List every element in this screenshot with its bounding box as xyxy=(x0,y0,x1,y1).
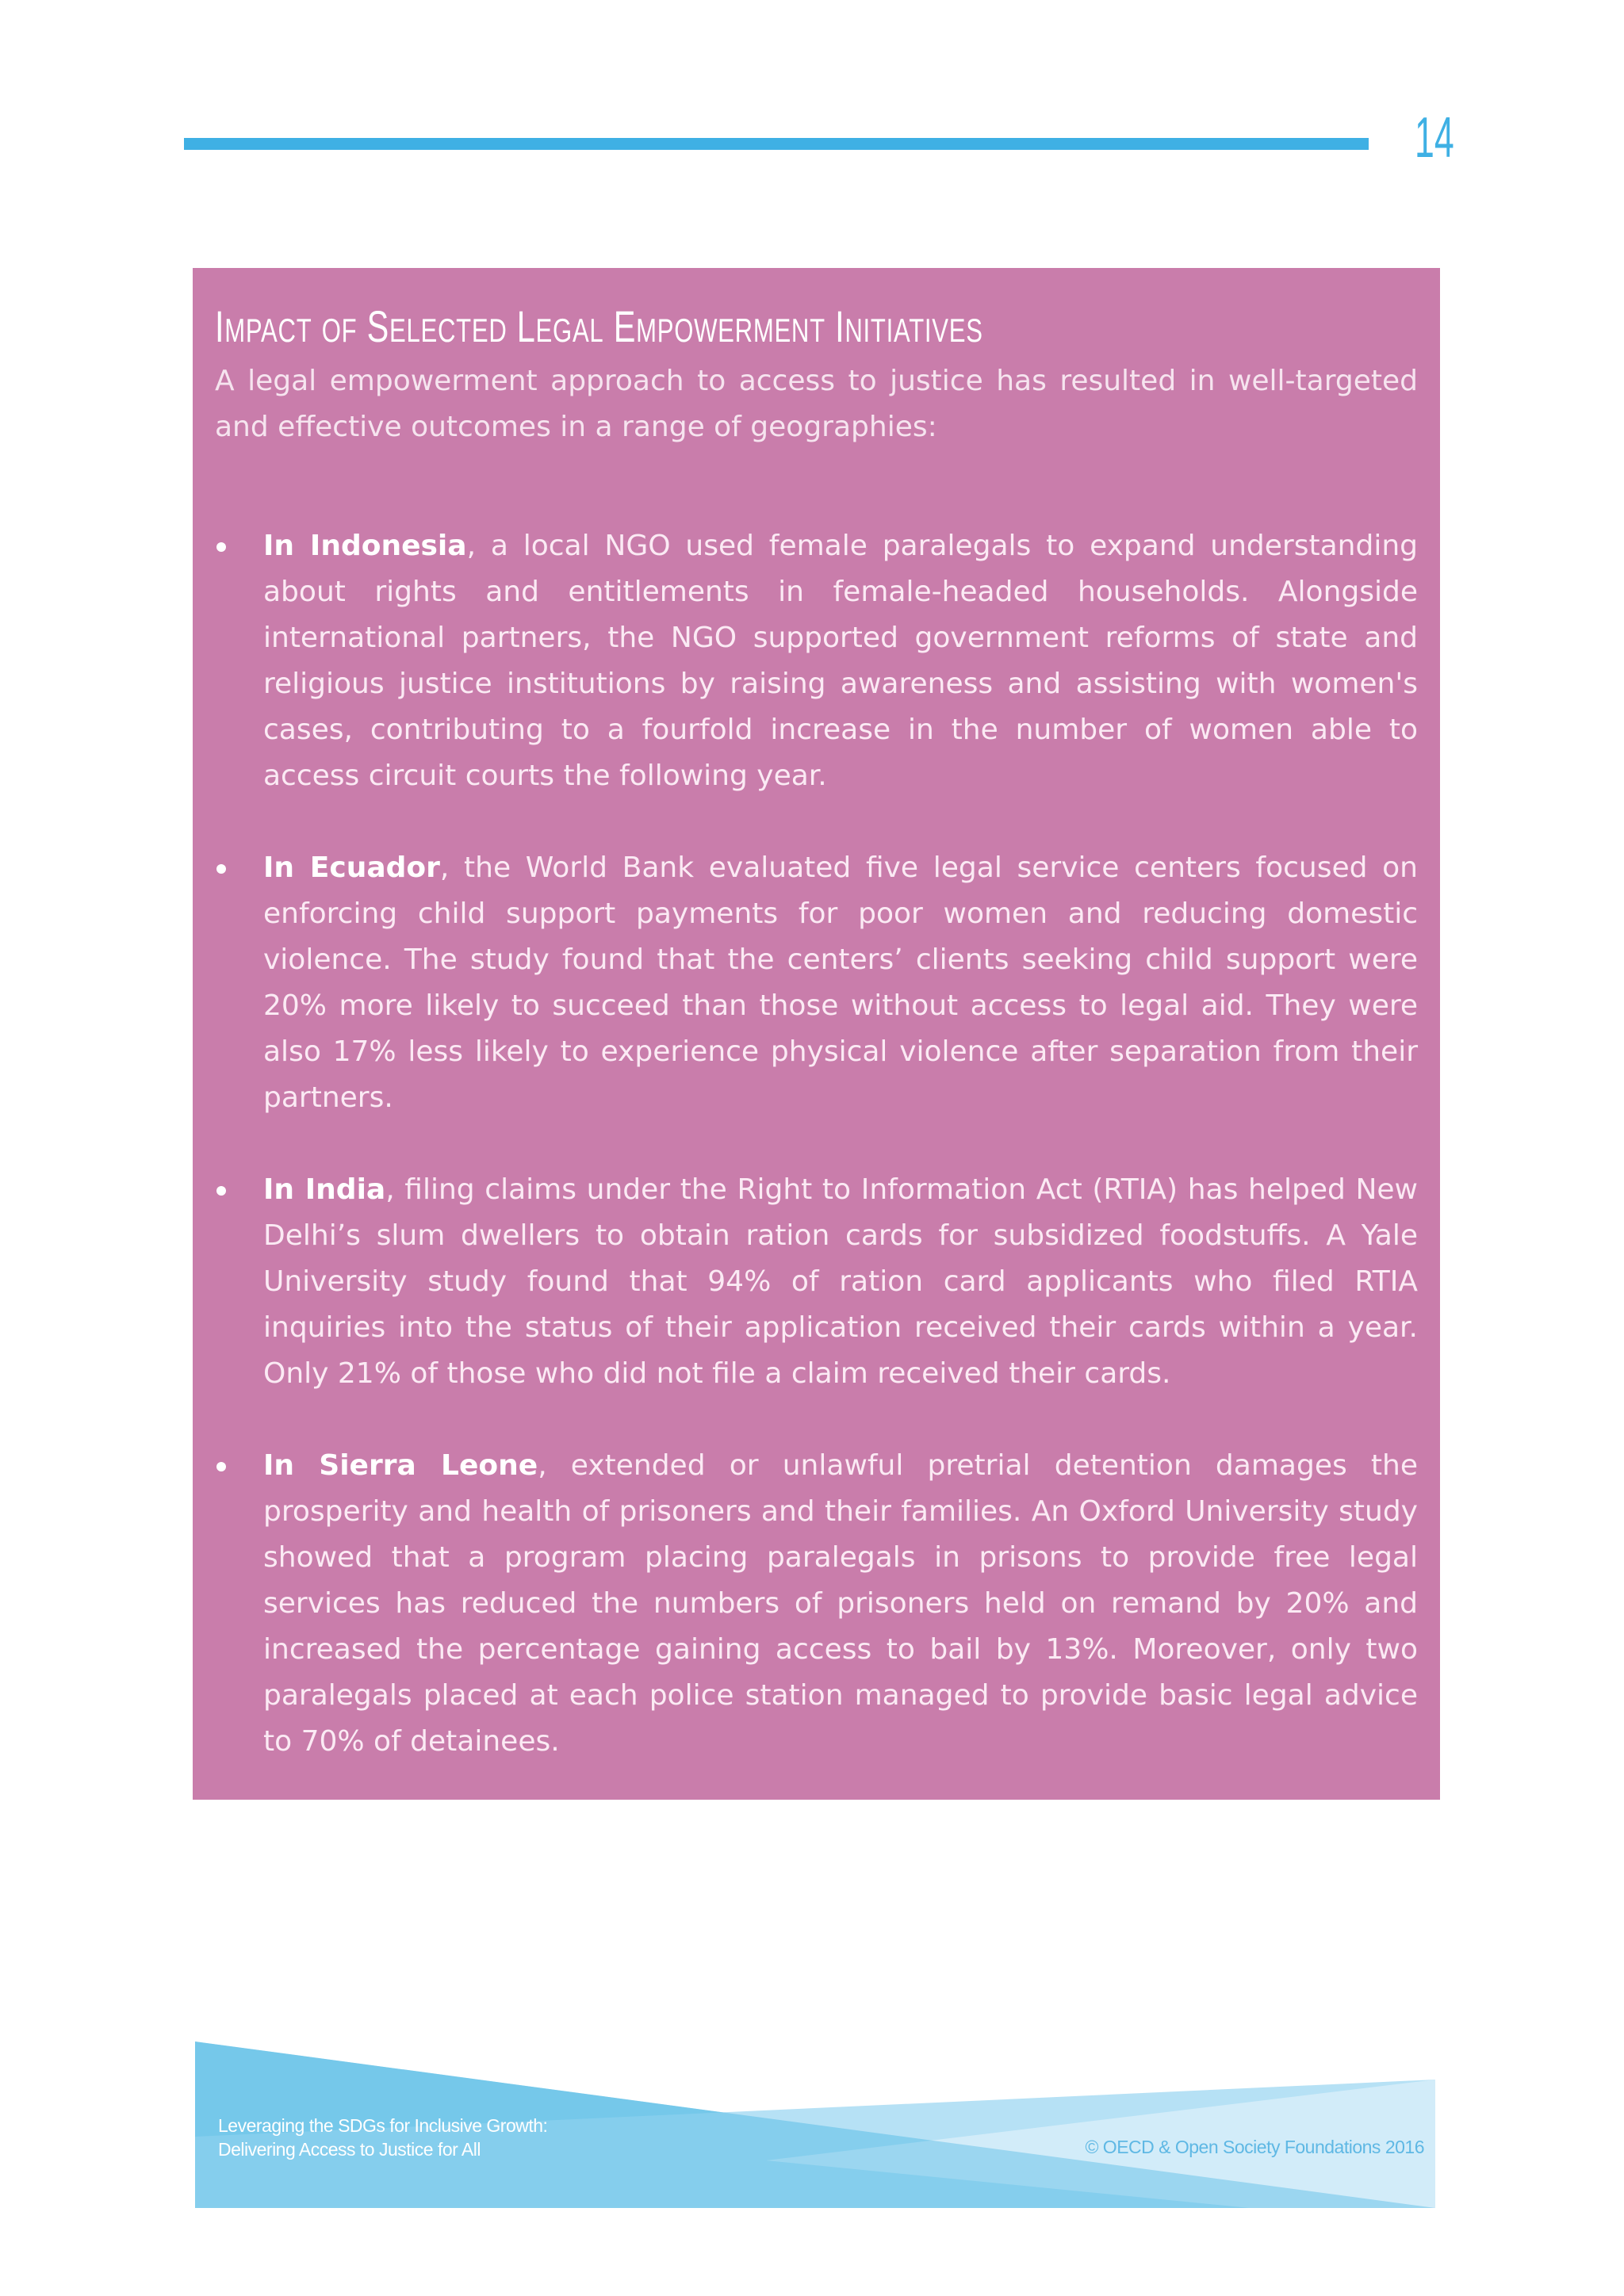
list-item-indonesia xyxy=(215,523,1418,799)
bullet-text: , the World Bank evaluated five legal service centers focused on enforcing child support payments for poor women and reducing domestic violence. The study found that the centers’ clients seeking child support were 20% more likely to succeed than those without access to legal aid. They were also 17% less likely to experience physical violence after separation from their partners. xyxy=(263,851,1418,1114)
bullet-icon xyxy=(216,1462,226,1471)
bullet-text: , extended or unlawful pretrial detention damages the prosperity and health of prisoners and their families. An Oxford University study showed that a program placing paralegals in prisons to provide free legal services has reduced the numbers of prisoners held on remand by 20% and increased the percentage gaining access to bail by 13%. Moreover, only two paralegals placed at each police station managed to provide basic legal advice to 70% of detainees. xyxy=(263,1449,1418,1758)
bullet-icon xyxy=(216,1186,226,1196)
country-label: In Sierra Leone xyxy=(263,1449,538,1482)
list-item-india xyxy=(215,1167,1418,1397)
page-number: 14 xyxy=(1415,106,1454,170)
footer-subtitle-line: Delivering Access to Justice for All xyxy=(218,2139,481,2160)
initiatives-list xyxy=(215,523,1418,1811)
list-item-ecuador xyxy=(215,845,1418,1121)
bullet-icon xyxy=(216,864,226,874)
country-label: In Ecuador xyxy=(263,851,440,884)
list-item-sierra-leone xyxy=(215,1443,1418,1765)
country-label: In India xyxy=(263,1173,386,1206)
footer-subtitle xyxy=(218,2114,694,2161)
header-rule xyxy=(184,138,1369,150)
bullet-text: , filing claims under the Right to Information Act (RTIA) has helped New Delhi’s slum dwellers to obtain ration cards for subsidized foodstuffs. A Yale University study found that 94% of ration card applicants who filed RTIA inquiries into the status of their application received their cards within a year. Only 21% of those who did not file a claim received their cards. xyxy=(263,1173,1418,1390)
callout-intro: A legal empowerment approach to access to justice has resulted in well-targeted and effective outcomes in a range of geographies: xyxy=(215,365,1418,443)
footer-copyright: © OECD & Open Society Foundations 2016 xyxy=(1085,2137,1424,2157)
footer-subtitle-line: Leveraging the SDGs for Inclusive Growth: xyxy=(218,2115,548,2136)
bullet-icon xyxy=(216,542,226,552)
country-label: In Indonesia xyxy=(263,530,467,562)
bullet-text: , a local NGO used female paralegals to expand understanding about rights and entitlements in female-headed households. Alongside international partners, the NGO supported government reforms of state and religious justice institutions by raising awareness and assisting with women's cases, contributing to a fourfold increase in the number of women able to access circuit courts the following year. xyxy=(263,530,1418,792)
callout-title: IMPACT OF SELECTED LEGAL EMPOWERMENT INITIATIVES xyxy=(215,301,983,351)
